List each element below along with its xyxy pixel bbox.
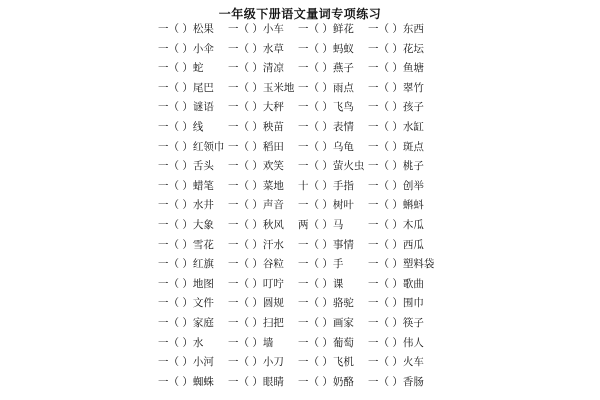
exercise-item: 一（ ）小车 (228, 23, 284, 35)
exercise-item: 一（ ）红领巾 (158, 140, 225, 153)
exercise-item: 一（ ）手 (298, 258, 344, 271)
exercise-item: 一（ ）秧苗 (228, 120, 284, 133)
exercise-row (0, 334, 600, 354)
exercise-item: 一（ ）西瓜 (368, 238, 424, 251)
exercise-item: 一（ ）翠竹 (368, 81, 424, 94)
exercise-row (0, 196, 600, 216)
exercise-row (0, 216, 600, 236)
exercise-item: 一（ ）大秤 (228, 101, 284, 114)
exercise-row (0, 177, 600, 197)
exercise-item: 一（ ）孩子 (368, 101, 424, 114)
exercise-item: 一（ ）事情 (298, 238, 354, 251)
exercise-row (0, 314, 600, 334)
exercise-item: 一（ ）木瓜 (368, 218, 424, 231)
exercise-item: 一（ ）乌龟 (298, 140, 354, 153)
exercise-item: 两（ ）马 (298, 218, 344, 231)
exercise-item: 一（ ）大象 (158, 218, 214, 231)
exercise-item: 一（ ）小刀 (228, 356, 284, 369)
exercise-item: 一（ ）奶酪 (298, 375, 354, 388)
exercise-item: 一（ ）萤火虫 (298, 160, 365, 173)
exercise-row (0, 373, 600, 393)
exercise-item: 一（ ）课 (298, 277, 344, 290)
exercise-row (0, 98, 600, 118)
exercise-item: 一（ ）水草 (228, 42, 284, 55)
exercise-item: 一（ ）小伞 (158, 42, 214, 55)
exercise-item: 一（ ）骆驼 (298, 297, 354, 310)
exercise-item: 一（ ）围巾 (368, 297, 424, 310)
exercise-item: 一（ ）花坛 (368, 42, 424, 55)
exercise-item: 一（ ）红旗 (158, 258, 214, 271)
exercise-item: 一（ ）表情 (298, 120, 354, 133)
exercise-item: 一（ ）谜语 (158, 101, 214, 114)
exercise-item: 一（ ）扫把 (228, 316, 284, 329)
exercise-row (0, 353, 600, 373)
exercise-item: 一（ ）叮咛 (228, 277, 284, 290)
exercise-item: 一（ ）葡萄 (298, 336, 354, 349)
exercise-row (0, 20, 600, 40)
exercise-item: 一（ ）水缸 (368, 120, 424, 133)
exercise-item: 一（ ）香肠 (368, 375, 424, 388)
exercise-row (0, 59, 600, 79)
exercise-item: 一（ ）汗水 (228, 238, 284, 251)
exercise-item: 一（ ）欢笑 (228, 160, 284, 173)
page-title: 一年级下册语文量词专项练习 (218, 7, 382, 21)
exercise-item: 一（ ）声音 (228, 199, 284, 212)
exercise-item: 一（ ）鲜花 (298, 23, 354, 35)
exercise-row (0, 138, 600, 158)
exercise-item: 一（ ）水井 (158, 199, 214, 212)
exercise-item: 一（ ）尾巴 (158, 81, 214, 94)
exercise-item: 一（ ）线 (158, 120, 204, 133)
exercise-item: 一（ ）塑料袋 (368, 258, 435, 271)
exercise-item: 一（ ）玉米地 (228, 81, 295, 94)
exercise-item: 一（ ）圆规 (228, 297, 284, 310)
exercise-row (0, 118, 600, 138)
exercise-item: 一（ ）蜡笔 (158, 179, 214, 192)
exercise-item: 一（ ）舌头 (158, 160, 214, 173)
exercise-item: 一（ ）秋风 (228, 218, 284, 231)
exercise-item: 一（ ）创举 (368, 179, 424, 192)
exercise-item: 一（ ）蚂蚁 (298, 42, 354, 55)
exercise-item: 一（ ）画家 (298, 316, 354, 329)
exercise-item: 一（ ）文件 (158, 297, 214, 310)
exercise-item: 一（ ）墙 (228, 336, 274, 349)
exercise-item: 一（ ）火车 (368, 356, 424, 369)
exercise-item: 一（ ）蛇 (158, 62, 204, 75)
exercise-item: 一（ ）斑点 (368, 140, 424, 153)
exercise-item: 一（ ）雨点 (298, 81, 354, 94)
exercise-item: 一（ ）清凉 (228, 62, 284, 75)
exercise-item: 一（ ）水 (158, 336, 204, 349)
exercise-item: 一（ ）菜地 (228, 179, 284, 192)
exercise-item: 一（ ）家庭 (158, 316, 214, 329)
exercise-row (0, 255, 600, 275)
exercise-item: 一（ ）松果 (158, 23, 214, 35)
exercise-row (0, 157, 600, 177)
exercise-item: 一（ ）稻田 (228, 140, 284, 153)
exercise-item: 一（ ）蜘蛛 (158, 375, 214, 388)
exercise-row (0, 294, 600, 314)
exercise-row (0, 236, 600, 256)
exercise-item: 一（ ）地图 (158, 277, 214, 290)
exercise-row (0, 40, 600, 60)
exercise-item: 一（ ）蝌蚪 (368, 199, 424, 212)
exercise-item: 一（ ）伟人 (368, 336, 424, 349)
exercise-item: 一（ ）东西 (368, 23, 424, 35)
exercise-item: 一（ ）树叶 (298, 199, 354, 212)
exercise-item: 一（ ）谷粒 (228, 258, 284, 271)
exercise-grid (0, 20, 600, 392)
exercise-item: 一（ ）燕子 (298, 62, 354, 75)
exercise-row (0, 275, 600, 295)
exercise-row (0, 79, 600, 99)
exercise-item: 一（ ）歌曲 (368, 277, 424, 290)
exercise-item: 一（ ）眼睛 (228, 375, 284, 388)
exercise-item: 一（ ）小河 (158, 356, 214, 369)
exercise-item: 一（ ）飞鸟 (298, 101, 354, 114)
exercise-item: 十（ ）手指 (298, 179, 354, 192)
exercise-item: 一（ ）桃子 (368, 160, 424, 173)
exercise-item: 一（ ）雪花 (158, 238, 214, 251)
exercise-item: 一（ ）飞机 (298, 356, 354, 369)
exercise-item: 一（ ）筷子 (368, 316, 424, 329)
exercise-item: 一（ ）鱼塘 (368, 62, 424, 75)
